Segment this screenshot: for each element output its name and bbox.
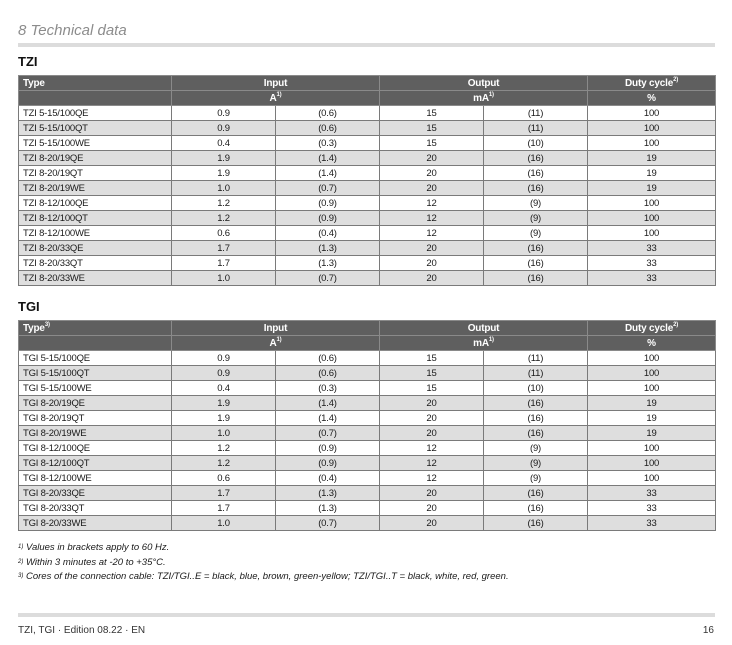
unit-output: $mA^{1)}$ (380, 91, 588, 106)
output-cell: 20 (380, 271, 484, 286)
header-duty-cycle: Duty cycle$^{2)}$ (588, 321, 716, 336)
type-cell: TGI 8-20/33WE (19, 516, 172, 531)
output-60hz-cell: (10) (484, 381, 588, 396)
output-60hz-cell: (16) (484, 501, 588, 516)
input-60hz-cell: (0.9) (276, 456, 380, 471)
header-output: Output (380, 321, 588, 336)
duty-cell: 100 (588, 136, 716, 151)
input-cell: 1.2 (172, 196, 276, 211)
footnote: $^{1)}$ Values in brackets apply to 60 Hz. (18, 542, 170, 553)
type-cell: TZI 5-15/100QE (19, 106, 172, 121)
duty-cell: 19 (588, 426, 716, 441)
output-60hz-cell: (16) (484, 486, 588, 501)
table-row (19, 396, 716, 411)
input-cell: 1.0 (172, 426, 276, 441)
unit-duty: % (588, 336, 716, 351)
input-60hz-cell: (0.9) (276, 441, 380, 456)
input-cell: 1.2 (172, 441, 276, 456)
table-row (19, 106, 716, 121)
output-cell: 20 (380, 256, 484, 271)
output-60hz-cell: (10) (484, 136, 588, 151)
unit-output: $mA^{1)}$ (380, 336, 588, 351)
duty-cell: 100 (588, 226, 716, 241)
input-cell: 1.0 (172, 181, 276, 196)
unit-type-blank (19, 336, 172, 351)
input-60hz-cell: (0.3) (276, 381, 380, 396)
input-60hz-cell: (0.6) (276, 121, 380, 136)
output-60hz-cell: (9) (484, 456, 588, 471)
input-60hz-cell: (0.7) (276, 516, 380, 531)
table-row (19, 411, 716, 426)
duty-cell: 100 (588, 366, 716, 381)
table-row (19, 486, 716, 501)
output-cell: 15 (380, 106, 484, 121)
unit-row (19, 91, 716, 106)
table-row (19, 121, 716, 136)
input-cell: 0.4 (172, 381, 276, 396)
type-cell: TGI 8-12/100QE (19, 441, 172, 456)
output-60hz-cell: (11) (484, 366, 588, 381)
header-input: Input (172, 321, 380, 336)
header-row (19, 76, 716, 91)
table-row (19, 166, 716, 181)
table-row (19, 181, 716, 196)
type-cell: TZI 5-15/100WE (19, 136, 172, 151)
input-60hz-cell: (1.4) (276, 396, 380, 411)
duty-cell: 100 (588, 106, 716, 121)
output-60hz-cell: (9) (484, 211, 588, 226)
footnote: $^{2)}$ Within 3 minutes at -20 to +35°C. (18, 556, 166, 568)
table-row (19, 351, 716, 366)
type-cell: TZI 8-20/33QT (19, 256, 172, 271)
type-cell: TZI 5-15/100QT (19, 121, 172, 136)
duty-cell: 33 (588, 271, 716, 286)
table-row (19, 516, 716, 531)
input-cell: 1.9 (172, 396, 276, 411)
footnotes (18, 541, 509, 585)
output-60hz-cell: (16) (484, 426, 588, 441)
type-cell: TZI 8-20/19QT (19, 166, 172, 181)
duty-cell: 19 (588, 396, 716, 411)
output-cell: 20 (380, 486, 484, 501)
output-cell: 15 (380, 136, 484, 151)
type-cell: TGI 5-15/100QT (19, 366, 172, 381)
input-60hz-cell: (0.7) (276, 426, 380, 441)
input-cell: 1.9 (172, 151, 276, 166)
type-cell: TZI 8-20/19WE (19, 181, 172, 196)
input-cell: 1.9 (172, 411, 276, 426)
input-cell: 1.7 (172, 486, 276, 501)
type-cell: TZI 8-20/33QE (19, 241, 172, 256)
output-cell: 12 (380, 471, 484, 486)
header-output: Output (380, 76, 588, 91)
input-cell: 1.2 (172, 456, 276, 471)
output-cell: 20 (380, 181, 484, 196)
input-60hz-cell: (0.6) (276, 106, 380, 121)
input-60hz-cell: (1.3) (276, 241, 380, 256)
table-row (19, 151, 716, 166)
tzi-table (18, 75, 716, 286)
unit-duty: % (588, 91, 716, 106)
output-cell: 15 (380, 121, 484, 136)
input-60hz-cell: (0.9) (276, 211, 380, 226)
type-cell: TZI 8-20/19QE (19, 151, 172, 166)
duty-cell: 19 (588, 411, 716, 426)
input-cell: 0.9 (172, 351, 276, 366)
duty-cell: 100 (588, 351, 716, 366)
duty-cell: 33 (588, 516, 716, 531)
table-row (19, 501, 716, 516)
duty-cell: 100 (588, 381, 716, 396)
chapter-divider (18, 43, 715, 47)
output-60hz-cell: (9) (484, 471, 588, 486)
duty-cell: 33 (588, 256, 716, 271)
chapter-title: 8 Technical data (18, 22, 127, 39)
type-cell: TZI 8-20/33WE (19, 271, 172, 286)
table-row (19, 256, 716, 271)
footnote: $^{3)}$ Cores of the connection cable: TZI/TGI..E = black, blue, brown, green-yellow; TZI/TGI..T = black, white, red, green. (18, 571, 509, 582)
output-cell: 20 (380, 501, 484, 516)
input-60hz-cell: (0.4) (276, 226, 380, 241)
type-cell: TGI 8-20/19WE (19, 426, 172, 441)
section-title-tgi: TGI (18, 299, 40, 314)
output-60hz-cell: (9) (484, 441, 588, 456)
duty-cell: 33 (588, 486, 716, 501)
input-cell: 1.9 (172, 166, 276, 181)
output-60hz-cell: (16) (484, 411, 588, 426)
output-60hz-cell: (9) (484, 226, 588, 241)
duty-cell: 100 (588, 121, 716, 136)
tgi-table (18, 320, 716, 531)
type-cell: TZI 8-12/100WE (19, 226, 172, 241)
table-row (19, 426, 716, 441)
type-cell: TGI 5-15/100WE (19, 381, 172, 396)
output-cell: 12 (380, 441, 484, 456)
input-cell: 1.2 (172, 211, 276, 226)
table-row (19, 211, 716, 226)
input-60hz-cell: (1.3) (276, 501, 380, 516)
output-cell: 20 (380, 151, 484, 166)
table-row (19, 441, 716, 456)
type-cell: TZI 8-12/100QT (19, 211, 172, 226)
header-type: Type (19, 76, 172, 91)
input-cell: 1.0 (172, 271, 276, 286)
input-60hz-cell: (0.9) (276, 196, 380, 211)
input-60hz-cell: (1.4) (276, 411, 380, 426)
input-cell: 0.6 (172, 226, 276, 241)
output-cell: 20 (380, 516, 484, 531)
duty-cell: 33 (588, 241, 716, 256)
output-60hz-cell: (16) (484, 166, 588, 181)
unit-input: $A^{1)}$ (172, 91, 380, 106)
output-60hz-cell: (16) (484, 516, 588, 531)
duty-cell: 19 (588, 151, 716, 166)
unit-type-blank (19, 91, 172, 106)
input-60hz-cell: (0.7) (276, 271, 380, 286)
output-60hz-cell: (16) (484, 396, 588, 411)
output-cell: 20 (380, 396, 484, 411)
input-cell: 1.0 (172, 516, 276, 531)
section-title-tzi: TZI (18, 54, 38, 69)
duty-cell: 19 (588, 166, 716, 181)
input-60hz-cell: (1.3) (276, 256, 380, 271)
output-60hz-cell: (16) (484, 271, 588, 286)
output-60hz-cell: (9) (484, 196, 588, 211)
footer-divider (18, 613, 715, 617)
table-row (19, 381, 716, 396)
type-cell: TGI 8-12/100QT (19, 456, 172, 471)
table-row (19, 271, 716, 286)
output-60hz-cell: (11) (484, 121, 588, 136)
output-60hz-cell: (16) (484, 181, 588, 196)
duty-cell: 100 (588, 211, 716, 226)
input-60hz-cell: (0.6) (276, 366, 380, 381)
header-input: Input (172, 76, 380, 91)
type-cell: TGI 8-20/19QT (19, 411, 172, 426)
table-row (19, 471, 716, 486)
input-cell: 0.9 (172, 121, 276, 136)
type-cell: TGI 8-12/100WE (19, 471, 172, 486)
unit-input: $A^{1)}$ (172, 336, 380, 351)
input-60hz-cell: (1.4) (276, 151, 380, 166)
output-60hz-cell: (11) (484, 351, 588, 366)
type-cell: TGI 8-20/19QE (19, 396, 172, 411)
type-cell: TGI 8-20/33QT (19, 501, 172, 516)
duty-cell: 33 (588, 501, 716, 516)
header-type: Type$^{3)}$ (19, 321, 172, 336)
input-60hz-cell: (1.4) (276, 166, 380, 181)
input-60hz-cell: (0.7) (276, 181, 380, 196)
input-cell: 1.7 (172, 241, 276, 256)
duty-cell: 19 (588, 181, 716, 196)
type-cell: TGI 8-20/33QE (19, 486, 172, 501)
output-cell: 20 (380, 426, 484, 441)
header-row (19, 321, 716, 336)
output-cell: 12 (380, 196, 484, 211)
output-cell: 12 (380, 211, 484, 226)
header-duty-cycle: Duty cycle$^{2)}$ (588, 76, 716, 91)
table-row (19, 456, 716, 471)
type-cell: TGI 5-15/100QE (19, 351, 172, 366)
duty-cell: 100 (588, 441, 716, 456)
duty-cell: 100 (588, 471, 716, 486)
input-cell: 1.7 (172, 501, 276, 516)
duty-cell: 100 (588, 456, 716, 471)
input-60hz-cell: (1.3) (276, 486, 380, 501)
input-cell: 0.6 (172, 471, 276, 486)
input-60hz-cell: (0.4) (276, 471, 380, 486)
table-row (19, 136, 716, 151)
input-cell: 0.9 (172, 366, 276, 381)
output-cell: 20 (380, 241, 484, 256)
output-cell: 15 (380, 381, 484, 396)
unit-row (19, 336, 716, 351)
input-cell: 0.9 (172, 106, 276, 121)
input-cell: 1.7 (172, 256, 276, 271)
footer-edition: TZI, TGI · Edition 08.22 · EN (18, 625, 146, 636)
output-cell: 12 (380, 226, 484, 241)
input-60hz-cell: (0.3) (276, 136, 380, 151)
input-60hz-cell: (0.6) (276, 351, 380, 366)
output-cell: 12 (380, 456, 484, 471)
output-60hz-cell: (11) (484, 106, 588, 121)
output-60hz-cell: (16) (484, 241, 588, 256)
type-cell: TZI 8-12/100QE (19, 196, 172, 211)
output-60hz-cell: (16) (484, 151, 588, 166)
table-row (19, 241, 716, 256)
output-60hz-cell: (16) (484, 256, 588, 271)
output-cell: 15 (380, 351, 484, 366)
input-cell: 0.4 (172, 136, 276, 151)
table-row (19, 366, 716, 381)
output-cell: 20 (380, 166, 484, 181)
output-cell: 15 (380, 366, 484, 381)
duty-cell: 100 (588, 196, 716, 211)
table-row (19, 226, 716, 241)
output-cell: 20 (380, 411, 484, 426)
table-row (19, 196, 716, 211)
page-number: 16 (702, 625, 714, 636)
